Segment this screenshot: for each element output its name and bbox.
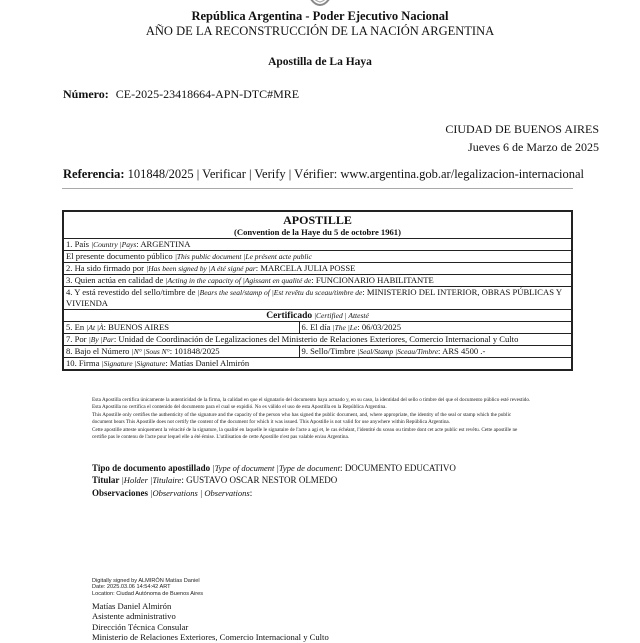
- date: Jueves 6 de Marzo de 2025: [468, 140, 599, 154]
- document-type: Tipo de documento apostillado |Type of document |Type de document: DOCUMENTO EDUCATIVO: [92, 463, 456, 473]
- disclaimer: [92, 397, 612, 441]
- digital-signature-date: Date: 2025.03.06 14:54:42 ART: [92, 584, 171, 591]
- field-signed-by-value: MARCELA JULIA POSSE: [260, 263, 356, 273]
- field-seal-stamp: 9. Sello/Timbre |Seal/Stamp |Sceau/Timbre: ARS 4500 .-: [299, 346, 572, 358]
- apostille-title: APOSTILLE: [283, 213, 352, 227]
- field-number-value: 101848/2025: [174, 346, 220, 356]
- certified-heading: Certificado |Certified | Attesté: [63, 310, 572, 322]
- signer-name: Matías Daniel Almirón: [92, 601, 172, 611]
- document-title: Apostilla de La Haya: [268, 56, 372, 68]
- disclaimer-line: Cette apostille atteste uniquement la véracité de la signature, la qualité en laquelle le signataire de l'acte a agi et, le cas échéant, l'identité du sceau ou timbre dont cet acte public est revêtu. Cette apostille ne: [92, 426, 518, 433]
- apostille-table: [62, 210, 573, 371]
- field-signature: 10. Firma |Signature |Signature: Matías Daniel Almirón: [63, 358, 572, 371]
- field-date-value: 06/03/2025: [361, 322, 402, 332]
- field-number: 8. Bajo el Número |N° |Sous N°: 101848/2025: [63, 346, 299, 358]
- header-government: República Argentina - Poder Ejecutivo Nacional: [191, 9, 449, 23]
- reference-label: Referencia:: [63, 167, 125, 181]
- digital-signature-location: Location: Ciudad Autónoma de Buenos Aires: [92, 590, 204, 597]
- place-date: [445, 120, 599, 156]
- field-signature-value: Matías Daniel Almirón: [169, 358, 250, 368]
- document-number-label: Número:: [63, 87, 109, 101]
- disclaimer-line: document bears This Apostille does not certify the content of the document for which it was issued. This Apostille is not valid for use anywhere within República Argentina.: [92, 419, 451, 426]
- field-seal-of-value: MINISTERIO DEL INTERIOR, OBRAS PÚBLICAS Y VIVIENDA: [66, 287, 562, 308]
- field-country: 1. País |Country |Pays: ARGENTINA: [63, 239, 572, 251]
- apostille-subtitle: (Convention de la Haye du 5 de octobre 1961): [234, 227, 401, 237]
- document-type-value: DOCUMENTO EDUCATIVO: [344, 463, 456, 473]
- holder: Titular |Holder |Titulaire: GUSTAVO OSCAR NESTOR OLMEDO: [92, 475, 338, 486]
- signer-office: Dirección Técnica Consular: [92, 621, 189, 632]
- city: CIUDAD DE BUENOS AIRES: [445, 122, 599, 136]
- field-capacity: 3. Quien actúa en calidad de |Acting in the capacity of |Agissant en qualité de: FUNCIONARIO HABILITANTE: [63, 275, 572, 287]
- signer-block: [92, 601, 329, 643]
- field-capacity-value: FUNCIONARIO HABILITANTE: [315, 275, 434, 285]
- reference-value[interactable]: 101848/2025 | Verificar | Verify | Vérifier: www.argentina.gob.ar/legalizacion-internacional: [127, 167, 584, 181]
- signer-ministry: Ministerio de Relaciones Exteriores, Comercio Internacional y Culto: [92, 632, 329, 643]
- argentina-coat-of-arms-icon: [305, 0, 335, 6]
- field-signed-by: 2. Ha sido firmado por |Has been signed by |A été signé par: MARCELA JULIA POSSE: [63, 263, 572, 275]
- field-by-value: Unidad de Coordinación de Legalizaciones del Ministerio de Relaciones Exteriores, Comercio Internacional y Culto: [118, 334, 519, 344]
- field-at-value: BUENOS AIRES: [108, 322, 169, 332]
- divider: [62, 188, 573, 189]
- holder-value: GUSTAVO OSCAR NESTOR OLMEDO: [186, 475, 338, 486]
- document-meta: [92, 462, 456, 499]
- field-country-value: ARGENTINA: [140, 239, 191, 249]
- reference: [63, 167, 584, 182]
- apostille-heading: [63, 211, 572, 239]
- observations: Observaciones |Observations | Observations:: [92, 487, 253, 498]
- document-number: [63, 87, 299, 102]
- disclaimer-line: This Apostille only certifies the authenticity of the signature and the capacity of the person who has signed the public document, and, where appropriate, the identity of the seal or stamp which the public: [92, 411, 512, 418]
- digital-signature[interactable]: [92, 578, 203, 597]
- signer-role: Asistente administrativo: [92, 611, 176, 622]
- field-at: 5. En |At |À: BUENOS AIRES: [63, 322, 299, 334]
- header-year-motto: AÑO DE LA RECONSTRUCCIÓN DE LA NACIÓN ARGENTINA: [145, 24, 495, 38]
- field-date: 6. El día |The |Le: 06/03/2025: [299, 322, 572, 334]
- disclaimer-line: Esta Apostilla certifica únicamente la autenticidad de la firma, la calidad en que el signatario del documento haya actuado y, en su caso, la identidad del sello o timbre del que el documento público esté revestido.: [92, 397, 531, 403]
- disclaimer-line: Esta Apostilla no certifica el contenido del documento para el cual se expidió. No es válido el uso de esta Apostilla en la República Argentina.: [92, 404, 387, 411]
- field-seal-stamp-value: ARS 4500 .-: [442, 346, 486, 356]
- document-number-value: CE-2025-23418664-APN-DTC#MRE: [115, 87, 300, 101]
- digital-signature-signer: Digitally signed by ALMIRÓN Matías Daniel: [92, 578, 200, 584]
- field-by: 7. Por |By |Par: Unidad de Coordinación de Legalizaciones del Ministerio de Relaciones Exteriores, Comercio Internacional y Culto: [63, 334, 572, 346]
- field-public-document: El presente documento público |This public document |Le présent acte public: [63, 251, 572, 263]
- field-seal-of: 4. Y está revestido del sello/timbre de |Bears the seal/stamp of |Est revêtu du sceau/timbre de: MINISTERIO DEL INTERIOR, OBRAS PÚBLICAS Y VIVIENDA: [63, 287, 572, 310]
- disclaimer-line: certifie pas le contenu de l'acte pour lequel elle a été émise. L'utilisation de cette Apostille n'est pas valable en/au Argentina.: [92, 434, 350, 441]
